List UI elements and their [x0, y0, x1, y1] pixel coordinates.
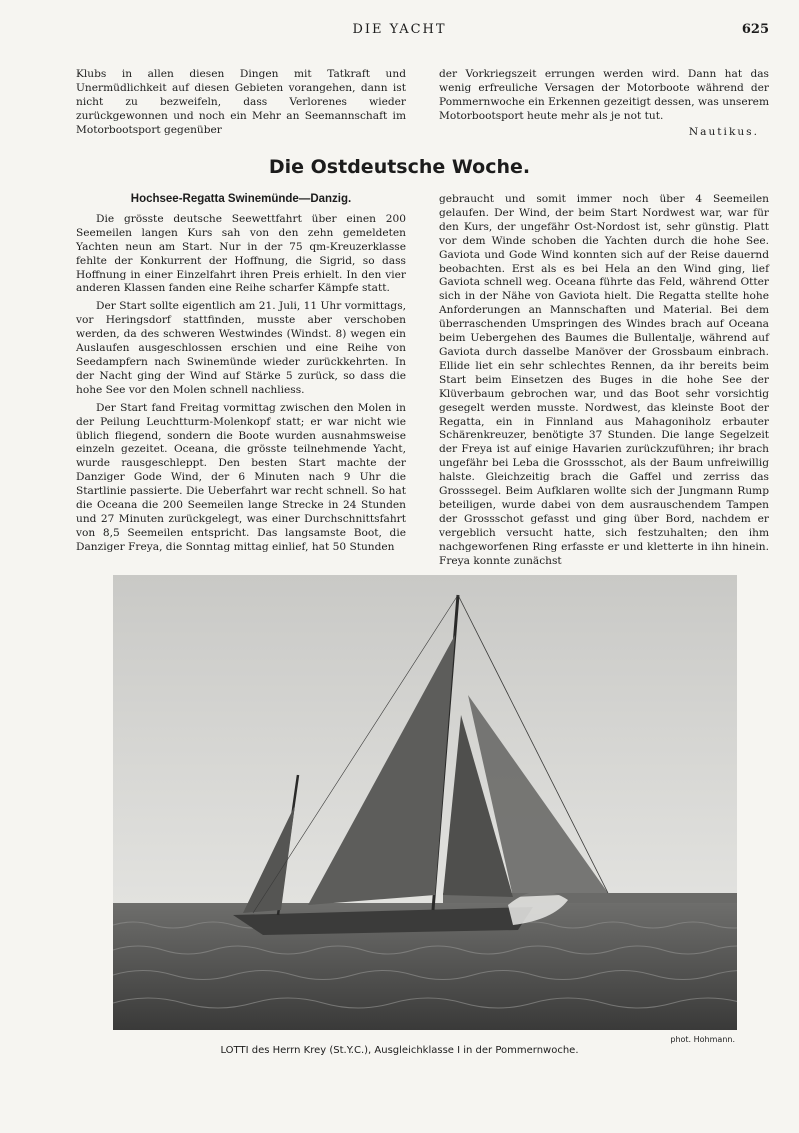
- photo-caption: LOTTI des Herrn Krey (St.Y.C.), Ausgleichklasse I in der Pommernwoche.: [220, 1045, 579, 1056]
- article-title: Die Ostdeutsche Woche.: [268, 156, 531, 178]
- photo-credit: phot. Hohmann.: [670, 1035, 735, 1044]
- previous-article-text-left: Klubs in allen diesen Dingen mit Tatkraft und Unermüdlichkeit auf diesen Gebieten vorangehen, dann ist nicht zu bezweifeln, dass Verlorenes wieder zurückgewonnen und noch ein Mehr an Seemannschaft im Motorbootsport gegenüber: [76, 68, 406, 136]
- article-paragraph: Die grösste deutsche Seewettfahrt über einen 200 Seemeilen langen Kurs sah von den zehn gemeldeten Yachten neun am Start. Nur in der 75 qm-Kreuzerklasse fehlte der Konkurrent der Hoffnung, die Sigrid, so dass Hoffnung in einer Einzelfahrt ihren Preis erhielt. In den vier anderen Klassen fanden eine Reihe scharfer Kämpfe statt.: [76, 212, 406, 295]
- article-paragraph: Der Start fand Freitag vormittag zwischen den Molen in der Peilung Leuchtturm-Molenkopf statt; er war nicht wie üblich fliegend, sondern die Boote wurden ausnahmsweise einzeln gezeitet. Oceana, die grösste teilnehmende Yacht, wurde rausgeschleppt. Den besten Start machte der Danziger Gode Wind, der 6 Minuten nach 9 Uhr die Startlinie passierte. Die Ueberfahrt war recht schnell. So hat die Oceana die 200 Seemeilen lange Strecke in 24 Stunden und 27 Minuten zurückgelegt, was einer Durchschnittsfahrt von 8,5 Seemeilen entspricht. Das langsamste Boot, die Danziger Freya, die Sonntag mittag einlief, hat 50 Stunden: [76, 401, 406, 553]
- author-signature: Nautikus.: [688, 125, 759, 138]
- previous-article-right-column: [439, 68, 769, 140]
- page-number: 625: [741, 22, 769, 37]
- article-left-column: [76, 193, 406, 555]
- sailing-yacht-photo: [113, 575, 737, 1030]
- previous-article-left-column: [76, 68, 406, 138]
- running-title: DIE YACHT: [352, 22, 447, 37]
- yacht-photo-illustration: [113, 575, 737, 1030]
- article-paragraph: gebraucht und somit immer noch über 4 Seemeilen gelaufen. Der Wind, der beim Start Nordwest war, war für den Kurs, der ungefähr Ost-Nordost ist, sehr günstig. Platt vor dem Winde schoben die Yachten durch die hohe See. Gaviota und Gode Wind konnten sich auf der Reise dauernd beobachten. Erst als es bei Hela an den Wind ging, lief Gaviota schnell weg. Oceana führte das Feld, während Otter sich in der Nähe von Gaviota hielt. Die Regatta stellte hohe Anforderungen an Mannschaften und Material. Bei dem überraschenden Umspringen des Windes brach auf Oceana beim Uebergehen des Baumes die Bullentalje, während auf Gaviota durch dasselbe Manöver der Grossbaum einbrach. Ellide liet ein sehr schlechtes Rennen, da ihr bereits beim Start beim Einsetzen des Buges in die hohe See der Klüverbaum gebrochen war, und das Boot sehr vorsichtig gesegelt werden musste. Nordwest, das kleinste Boot der Regatta, ein in Finnland aus Mahagoniholz erbauter Schärenkreuzer, benötigte 37 Stunden. Die lange Segelzeit der Freya ist auf einige Havarien zurückzuführen; ihr brach ungefähr bei Leba die Grossschot, als der Baum unfreiwillig halste. Gleichzeitig brach die Gaffel und zerriss das Grosssegel. Beim Aufklaren wollte sich der Jungmann Rump beteiligen, wurde dabei von dem ausrauschendem Tampen der Grossschot gefasst und ging über Bord, nachdem er vergeblich versucht hatte, sich festzuhalten; den ihm nachgeworfenen Ring erfasste er und kletterte in ihn hinein. Freya konnte zunächst: [439, 193, 769, 567]
- previous-article-text-right: der Vorkriegszeit errungen werden wird. Dann hat das wenig erfreuliche Versagen der Motorboote während der Pommernwoche ein Erkennen gezeitigt dessen, was unserem Motorbootsport heute mehr als je not tut.: [439, 68, 769, 122]
- article-right-column: [439, 193, 769, 568]
- article-subheading: Hochsee-Regatta Swinemünde—Danzig.: [130, 193, 352, 205]
- article-paragraph: Der Start sollte eigentlich am 21. Juli, 11 Uhr vormittags, vor Heringsdorf stattfinden, musste aber verschoben werden, da des schweren Westwindes (Windst. 8) wegen ein Auslaufen ausgeschlossen erschien und eine Reihe von Seedampfern nach Swinemünde wieder zurückkehrten. In der Nacht ging der Wind auf Stärke 5 zurück, so dass die hohe See vor den Molen schnell nachliess.: [76, 300, 406, 396]
